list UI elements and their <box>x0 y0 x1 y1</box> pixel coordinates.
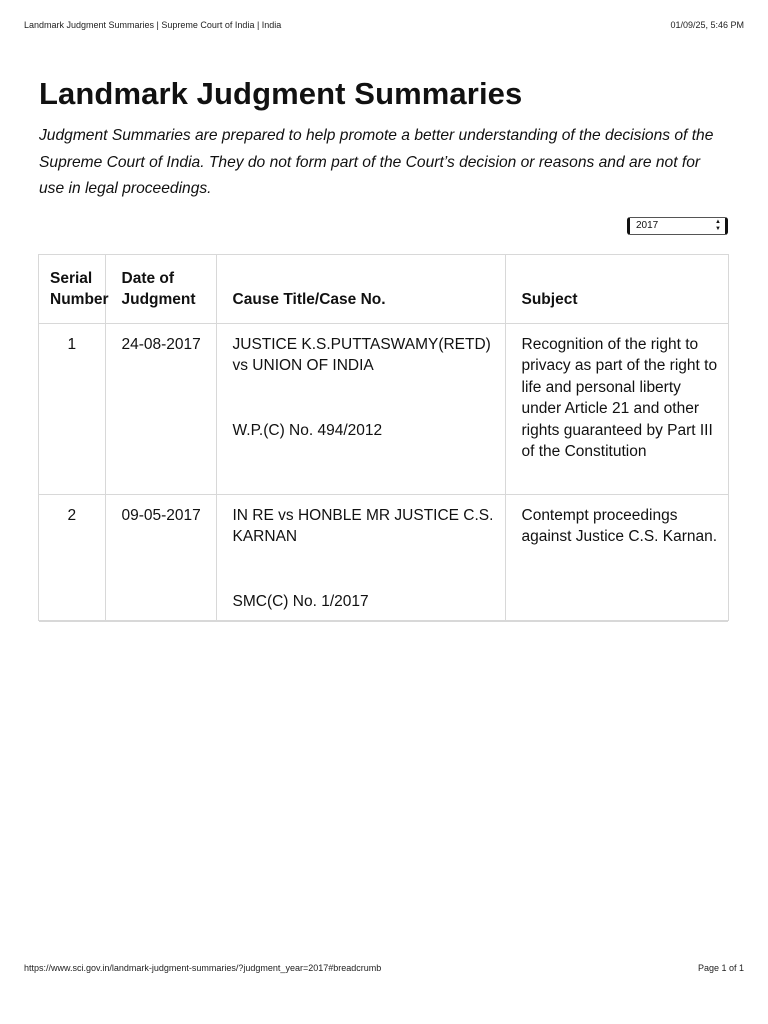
case-number: SMC(C) No. 1/2017 <box>232 592 369 610</box>
arrow-down-icon: ▼ <box>715 226 721 232</box>
cell-cause <box>216 494 505 621</box>
cell-serial: 2 <box>39 494 105 621</box>
cell-subject: Recognition of the right to privacy as part of the right to life and personal liberty under Article 21 and other rights guaranteed by Part III of the Constitution <box>505 323 728 494</box>
table-row <box>39 494 728 621</box>
cause-title: IN RE vs HONBLE MR JUSTICE C.S. KARNAN <box>232 506 494 545</box>
print-url: https://www.sci.gov.in/landmark-judgment-summaries/?judgment_year=2017#breadcrumb <box>24 963 382 973</box>
cell-date: 09-05-2017 <box>105 494 216 621</box>
cell-serial: 1 <box>39 323 105 494</box>
intro-disclaimer: Judgment Summaries are prepared to help promote a better understanding of the decisions of the Supreme Court of India. They do not form part of the Court’s decision or reasons and are not for use in legal proceedings. <box>39 127 714 197</box>
select-arrows-icon <box>714 219 722 233</box>
print-datetime: 01/09/25, 5:46 PM <box>670 20 744 30</box>
table-row <box>39 323 728 494</box>
header-cause-title: Cause Title/Case No. <box>216 255 505 323</box>
page-title: Landmark Judgment Summaries <box>39 76 523 111</box>
judgment-year-value: 2017 <box>636 220 659 231</box>
header-date-of-judgment: Date of Judgment <box>105 255 216 323</box>
judgment-year-select[interactable] <box>627 217 728 235</box>
cause-title: JUSTICE K.S.PUTTASWAMY(RETD) vs UNION OF INDIA <box>232 335 491 374</box>
header-serial-number: Serial Number <box>39 255 105 323</box>
arrow-up-icon: ▲ <box>715 219 721 225</box>
print-footer <box>24 963 744 975</box>
cell-date: 24-08-2017 <box>105 323 216 494</box>
cell-subject: Contempt proceedings against Justice C.S. Karnan. <box>505 494 728 621</box>
judgments-table <box>38 254 729 621</box>
print-page-title: Landmark Judgment Summaries | Supreme Court of India | India <box>24 20 282 30</box>
table-header-row <box>39 255 728 323</box>
print-page-number: Page 1 of 1 <box>697 963 744 973</box>
cell-cause <box>216 323 505 494</box>
print-header <box>24 20 744 32</box>
case-number: W.P.(C) No. 494/2012 <box>232 421 383 439</box>
header-subject: Subject <box>505 255 728 323</box>
